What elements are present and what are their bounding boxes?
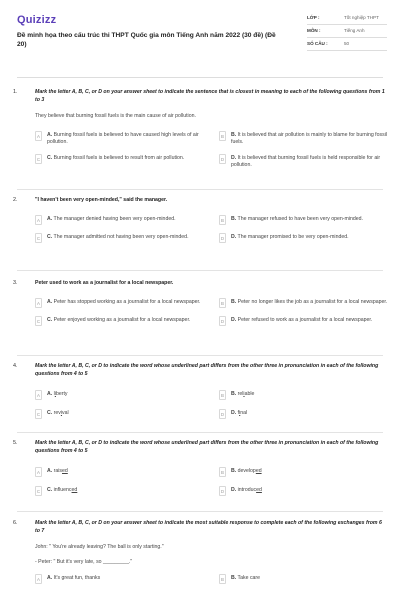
option-c[interactable] <box>35 154 215 169</box>
option-b[interactable] <box>219 215 399 225</box>
option-letter-box: C <box>35 316 42 326</box>
option-text: C. revival <box>47 410 69 416</box>
option-letter-box: B <box>219 131 226 141</box>
meta-label: MÔN : <box>307 28 321 33</box>
question-instruction: Mark the letter A, B, C, or D to indicate the word whose underlined part differs from the other three in pronunciation in each of the following questions from 4 to 5 <box>35 363 379 377</box>
question-prompt: "I haven't been very open-minded," said the manager. <box>35 197 168 203</box>
option-letter-box: C <box>35 486 42 496</box>
page-title: Đề minh họa theo cấu trúc thi THPT Quốc gia môn Tiếng Anh năm 2022 (30 đề) (Đề 20) <box>17 32 276 48</box>
option-c[interactable] <box>35 316 215 326</box>
option-c[interactable] <box>35 233 215 243</box>
option-letter-box: A <box>35 467 42 477</box>
option-letter-box: A <box>35 131 42 141</box>
question-instruction: Mark the letter A, B, C, or D on your answer sheet to indicate the most suitable response to complete each of the following exchanges from 6 to 7 <box>35 520 382 534</box>
question-number: 6. <box>13 520 18 526</box>
meta-table <box>307 12 387 51</box>
answer-options <box>35 298 388 326</box>
question-3 <box>13 280 388 326</box>
meta-label: SỐ CÂU : <box>307 41 328 46</box>
answer-options <box>35 574 388 584</box>
question-number: 3. <box>13 280 18 286</box>
meta-value: Tốt nghiệp THPT <box>344 15 379 20</box>
question-number: 2. <box>13 197 18 203</box>
answer-options <box>35 390 388 419</box>
question-5 <box>13 440 388 496</box>
option-d[interactable] <box>219 409 399 419</box>
question-number: 5. <box>13 440 18 446</box>
option-text: A. liberty <box>47 391 68 397</box>
option-d[interactable] <box>219 154 399 169</box>
option-text: C. Burning fossil fuels is believed to result from air pollution. <box>47 155 185 161</box>
option-text: C. influenced <box>47 487 78 493</box>
option-letter-box: A <box>35 574 42 584</box>
option-letter-box: D <box>219 486 226 496</box>
option-b[interactable] <box>219 467 399 477</box>
option-a[interactable] <box>35 298 215 308</box>
option-text: D. The manager promised to be very open-minded. <box>231 234 349 240</box>
option-letter-box: D <box>219 409 226 419</box>
option-letter-box: A <box>35 215 42 225</box>
option-text: A. Peter has stopped working as a journalist for a local newspaper. <box>47 299 201 305</box>
question-1 <box>13 89 388 169</box>
option-c[interactable] <box>35 486 215 496</box>
question-separator <box>17 511 383 512</box>
question-instruction: Mark the letter A, B, C, or D on your answer sheet to indicate the sentence that is closest in meaning to each of the following questions from 1 to 3 <box>35 89 385 103</box>
answer-options <box>35 467 388 496</box>
option-text: D. Peter refused to work as a journalist for a local newspaper. <box>231 317 373 323</box>
option-letter-box: A <box>35 298 42 308</box>
option-a[interactable] <box>35 574 215 584</box>
option-text: A. It's great fun, thanks <box>47 575 101 581</box>
option-text: D. introduced <box>231 487 262 493</box>
option-a[interactable] <box>35 390 215 400</box>
option-text: C. Peter enjoyed working as a journalist for a local newspaper. <box>47 317 191 323</box>
question-4 <box>13 363 388 419</box>
dialogue-line-peter: - Peter: " But it's very late, so _________." <box>35 559 133 565</box>
meta-value: Tiếng Anh <box>344 28 365 33</box>
meta-row-class <box>307 12 387 25</box>
option-letter-box: D <box>219 233 226 243</box>
option-letter-box: B <box>219 574 226 584</box>
option-a[interactable] <box>35 467 215 477</box>
option-text: B. developed <box>231 468 262 474</box>
question-number: 1. <box>13 89 18 95</box>
option-letter-box: C <box>35 154 42 164</box>
option-letter-box: B <box>219 390 226 400</box>
option-text: B. reliable <box>231 391 255 397</box>
option-b[interactable] <box>219 298 399 308</box>
question-prompt: They believe that burning fossil fuels is the main cause of air pollution. <box>35 113 196 119</box>
question-separator <box>17 432 383 433</box>
question-number: 4. <box>13 363 18 369</box>
question-separator <box>17 355 383 356</box>
meta-label: LỚP : <box>307 15 320 20</box>
answer-options <box>35 215 388 243</box>
header-divider <box>17 77 383 78</box>
question-separator <box>17 189 383 190</box>
option-b[interactable] <box>219 390 399 400</box>
option-text: D. final <box>231 410 248 416</box>
option-a[interactable] <box>35 215 215 225</box>
meta-row-subject <box>307 25 387 38</box>
option-letter-box: A <box>35 390 42 400</box>
option-text: B. Take care <box>231 575 261 581</box>
option-letter-box: B <box>219 298 226 308</box>
option-text: B. It is believed that air pollution is mainly to blame for burning fossil fuels. <box>231 132 387 145</box>
meta-value: 50 <box>344 41 350 46</box>
option-d[interactable] <box>219 316 399 326</box>
option-text: A. raised <box>47 468 68 474</box>
option-letter-box: D <box>219 316 226 326</box>
question-instruction: Mark the letter A, B, C, or D to indicate the word whose underlined part differs from the other three in pronunciation in each of the following questions from 4 to 5 <box>35 440 379 454</box>
option-c[interactable] <box>35 409 215 419</box>
option-letter-box: B <box>219 467 226 477</box>
option-d[interactable] <box>219 486 399 496</box>
option-text: B. The manager refused to have been very open-minded. <box>231 216 363 222</box>
option-text: A. The manager denied having been very open-minded. <box>47 216 176 222</box>
option-b[interactable] <box>219 131 399 146</box>
question-6 <box>13 520 388 584</box>
option-letter-box: C <box>35 233 42 243</box>
option-text: B. Peter no longer likes the job as a journalist for a local newspaper. <box>231 299 388 305</box>
quizizz-logo: Quizizz <box>17 14 57 26</box>
option-d[interactable] <box>219 233 399 243</box>
question-2 <box>13 197 388 243</box>
dialogue-line-john: John: " You're already leaving? The ball is only starting." <box>35 544 164 550</box>
answer-options <box>35 131 388 169</box>
option-letter-box: C <box>35 409 42 419</box>
option-letter-box: D <box>219 154 226 164</box>
question-prompt: Peter used to work as a journalist for a local newspaper. <box>35 280 174 286</box>
option-letter-box: B <box>219 215 226 225</box>
question-separator <box>17 270 383 271</box>
option-text: D. It is believed that burning fossil fuels is held responsible for air pollution. <box>231 155 381 168</box>
option-text: A. Burning fossil fuels is believed to have caused high levels of air pollution. <box>47 132 199 145</box>
option-text: C. The manager admitted not having been very open-minded. <box>47 234 189 240</box>
option-b[interactable] <box>219 574 399 584</box>
option-a[interactable] <box>35 131 215 146</box>
meta-row-count <box>307 38 387 51</box>
